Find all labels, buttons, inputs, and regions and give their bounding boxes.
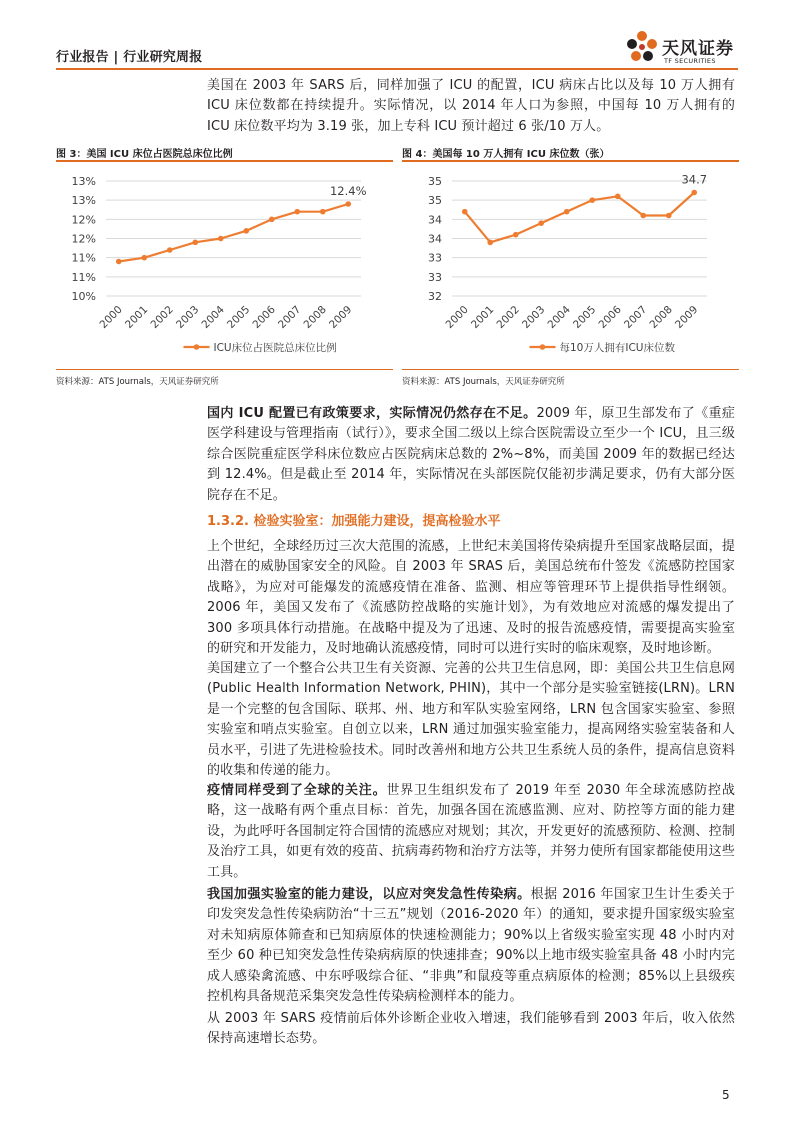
closing-paragraph: 从 2003 年 SARS 疫情前后体外诊断企业收入增速，我们能够看到 2003 年后，收入依然保持高速增长态势。 bbox=[207, 1011, 735, 1047]
data-point bbox=[691, 190, 697, 196]
logo-english-name: TF SECURITIES bbox=[664, 57, 716, 65]
x-tick-label: 2002 bbox=[148, 303, 176, 332]
y-tick-label: 12% bbox=[71, 232, 96, 246]
china-lab-paragraph bbox=[207, 885, 735, 1007]
y-tick-label: 33 bbox=[428, 270, 442, 284]
y-tick-label: 11% bbox=[71, 270, 96, 284]
data-label: 12.4% bbox=[329, 184, 367, 198]
logo-chinese-name: 天风证券 bbox=[662, 39, 734, 59]
logo-flower-icon bbox=[622, 28, 662, 68]
x-tick-label: 2003 bbox=[519, 303, 548, 332]
x-tick-label: 2006 bbox=[250, 303, 278, 332]
y-tick-label: 33 bbox=[428, 251, 442, 265]
data-point bbox=[640, 213, 646, 219]
china-lab-lead: 我国加强实验室的能力建设，以应对突发急性传染病。 bbox=[207, 887, 531, 902]
data-point bbox=[615, 194, 621, 200]
y-tick-label: 11% bbox=[71, 251, 96, 265]
company-logo bbox=[622, 28, 752, 68]
x-tick-label: 2003 bbox=[173, 303, 202, 332]
x-tick-label: 2001 bbox=[122, 303, 151, 332]
x-tick-label: 2007 bbox=[275, 303, 304, 332]
figure-4-top-rule bbox=[402, 160, 739, 162]
data-point bbox=[666, 213, 672, 219]
x-tick-label: 2001 bbox=[468, 303, 497, 332]
data-point bbox=[192, 240, 198, 246]
data-point bbox=[538, 220, 544, 226]
data-point bbox=[141, 255, 147, 261]
x-tick-label: 2005 bbox=[570, 303, 599, 332]
data-label: 34.7 bbox=[681, 172, 708, 187]
figure-3-top-rule bbox=[56, 160, 393, 162]
figure-4-title: 图 4：美国每 10 万人拥有 ICU 床位数（张） bbox=[402, 149, 610, 160]
data-point bbox=[487, 240, 493, 246]
legend-label: ICU床位占医院总床位比例 bbox=[213, 342, 337, 354]
y-tick-label: 12% bbox=[71, 213, 96, 227]
x-tick-label: 2000 bbox=[97, 303, 125, 332]
data-point bbox=[167, 247, 173, 253]
data-point bbox=[462, 209, 468, 215]
data-point bbox=[294, 209, 300, 215]
domestic-icu-lead: 国内 ICU 配置已有政策要求，实际情况仍然存在不足。 bbox=[207, 406, 537, 421]
data-point bbox=[345, 201, 351, 207]
x-tick-label: 2006 bbox=[596, 303, 624, 332]
x-tick-label: 2002 bbox=[494, 303, 522, 332]
global-attention-lead: 疫情同样受到了全球的关注。 bbox=[207, 783, 387, 798]
y-tick-label: 32 bbox=[428, 290, 442, 303]
y-tick-label: 10% bbox=[71, 290, 96, 303]
y-tick-label: 13% bbox=[71, 175, 96, 188]
lab-history-paragraph: 上个世纪，全球经历过三次大范围的流感，上世纪末美国将传染病提升至国家战略层面，提出潜在的威胁国家安全的风险。自 2003 年 SRAS 后，美国总统布什签发《流感防控国家战略》，为应对可能爆发的流感疫情在准备、监测、相应等管理环节上提供指导性纲领。2006 年，美国又发布了《流感防控战略的实施计划》，为有效地应对流感的爆发提出了 300 多项具体行动措施。在战略中提及为了迅速、及时的报告流感疫情，需要提高实验室的研究和开发能力，及时地确认流感疫情，同时可以进行实时的临床观察，及时地诊断。 bbox=[207, 539, 735, 657]
china-lab-body: 根据 2016 年国家卫生计生委关于印发突发急性传染病防治“十三五”规划（2016-2020 年）的通知，要求提升国家级实验室对未知病原体筛查和已知病原体的快速检测能力；90%以上省级实验室实现 48 小时内对至少 60 种已知突发急性传染病病原的快速排查；90%以上地市级实验室具备 48 小时内完成人感染禽流感、中东呼吸综合征、“非典”和鼠疫等重点病原体的检测；85%以上县级疾控机构具备规范采集突发急性传染病检测样本的能力。 bbox=[207, 887, 735, 1005]
figure-4-chart bbox=[402, 165, 739, 369]
x-tick-label: 2007 bbox=[621, 303, 650, 332]
global-attention-body: 世界卫生组织发布了 2019 年至 2030 年全球流感防控战略，这一战略有两个重点目标：首先，加强各国在流感监测、应对、防控等方面的能力建设，为此呼吁各国制定符合国情的流感应对规划；其次，开发更好的流感预防、检测、控制及治疗工具，如更有效的疫苗、抗病毒药物和治疗方法等，并努力使所有国家都能使用这些工具。 bbox=[207, 783, 735, 880]
page-number: 5 bbox=[722, 1088, 730, 1102]
legend-marker bbox=[194, 344, 200, 350]
domestic-icu-paragraph bbox=[207, 404, 735, 506]
data-point bbox=[513, 232, 519, 238]
legend-label: 每10万人拥有ICU床位数 bbox=[559, 342, 675, 354]
y-tick-label: 35 bbox=[428, 175, 442, 188]
figure-3-title: 图 3：美国 ICU 床位占医院总床位比例 bbox=[56, 149, 233, 160]
figure-4-bottom-rule bbox=[402, 369, 739, 370]
report-header-title: 行业报告 | 行业研究周报 bbox=[56, 50, 203, 65]
y-tick-label: 34 bbox=[428, 213, 442, 227]
x-tick-label: 2000 bbox=[443, 303, 471, 332]
data-point bbox=[218, 236, 224, 242]
x-tick-label: 2009 bbox=[672, 303, 701, 332]
x-tick-label: 2008 bbox=[301, 303, 329, 332]
y-tick-label: 13% bbox=[71, 194, 96, 208]
y-tick-label: 35 bbox=[428, 194, 442, 208]
x-tick-label: 2004 bbox=[199, 303, 227, 332]
figure-3-bottom-rule bbox=[56, 369, 393, 370]
figure-3-source: 资料来源：ATS Journals，天风证券研究所 bbox=[56, 377, 219, 387]
figure-3-chart bbox=[56, 165, 393, 369]
data-point bbox=[589, 197, 595, 203]
data-point bbox=[320, 209, 326, 215]
data-point bbox=[269, 217, 275, 223]
y-tick-label: 34 bbox=[428, 232, 442, 246]
x-tick-label: 2005 bbox=[224, 303, 253, 332]
legend-marker bbox=[540, 344, 546, 350]
data-point bbox=[116, 259, 122, 265]
x-tick-label: 2009 bbox=[326, 303, 355, 332]
header-divider bbox=[56, 68, 738, 70]
intro-paragraph: 美国在 2003 年 SARS 后，同样加强了 ICU 的配置，ICU 病床占比以及每 10 万人拥有 ICU 床位数都在持续提升。实际情况，以 2014 年人口为参照，中国每 10 万人拥有的 ICU 床位数平均为 3.19 张，加上专科 ICU 预计超过 6 张/10 万人。 bbox=[207, 78, 735, 134]
domestic-icu-body: 2009 年，原卫生部发布了《重症医学科建设与管理指南（试行）》，要求全国二级以上综合医院需设立至少一个 ICU，且三级综合医院重症医学科床位数应占医院病床总数的 2%~8%，而美国 2009 年的数据已经达到 12.4%。但是截止至 2014 年，实际情况在头部医院仅能初步满足要求，仍有大部分医院存在不足。 bbox=[207, 406, 735, 503]
section-heading-1-3-2: 1.3.2. 检验实验室：加强能力建设，提高检验水平 bbox=[207, 514, 501, 529]
x-tick-label: 2004 bbox=[545, 303, 573, 332]
data-point bbox=[564, 209, 570, 215]
global-attention-paragraph bbox=[207, 781, 735, 883]
series-line bbox=[119, 204, 349, 262]
phin-lrn-paragraph: 美国建立了一个整合公共卫生有关资源、完善的公共卫生信息网，即：美国公共卫生信息网(Public Health Information Network, PHIN)，其中一个部分是实验室链接(LRN)。LRN 是一个完整的包含国际、联邦、州、地方和军队实验室网络，LRN 包含国家实验室、参照实验室和哨点实验室。自创立以来，LRN 通过加强实验室能力，提高网络实验室装备和人员水平，引进了先进检验技术。同时改善州和地方公共卫生系统人员的条件，提高信息资料的收集和传递的能力。 bbox=[207, 661, 735, 779]
x-tick-label: 2008 bbox=[647, 303, 675, 332]
figure-4-source: 资料来源：ATS Journals，天风证券研究所 bbox=[402, 377, 565, 387]
data-point bbox=[243, 228, 249, 234]
